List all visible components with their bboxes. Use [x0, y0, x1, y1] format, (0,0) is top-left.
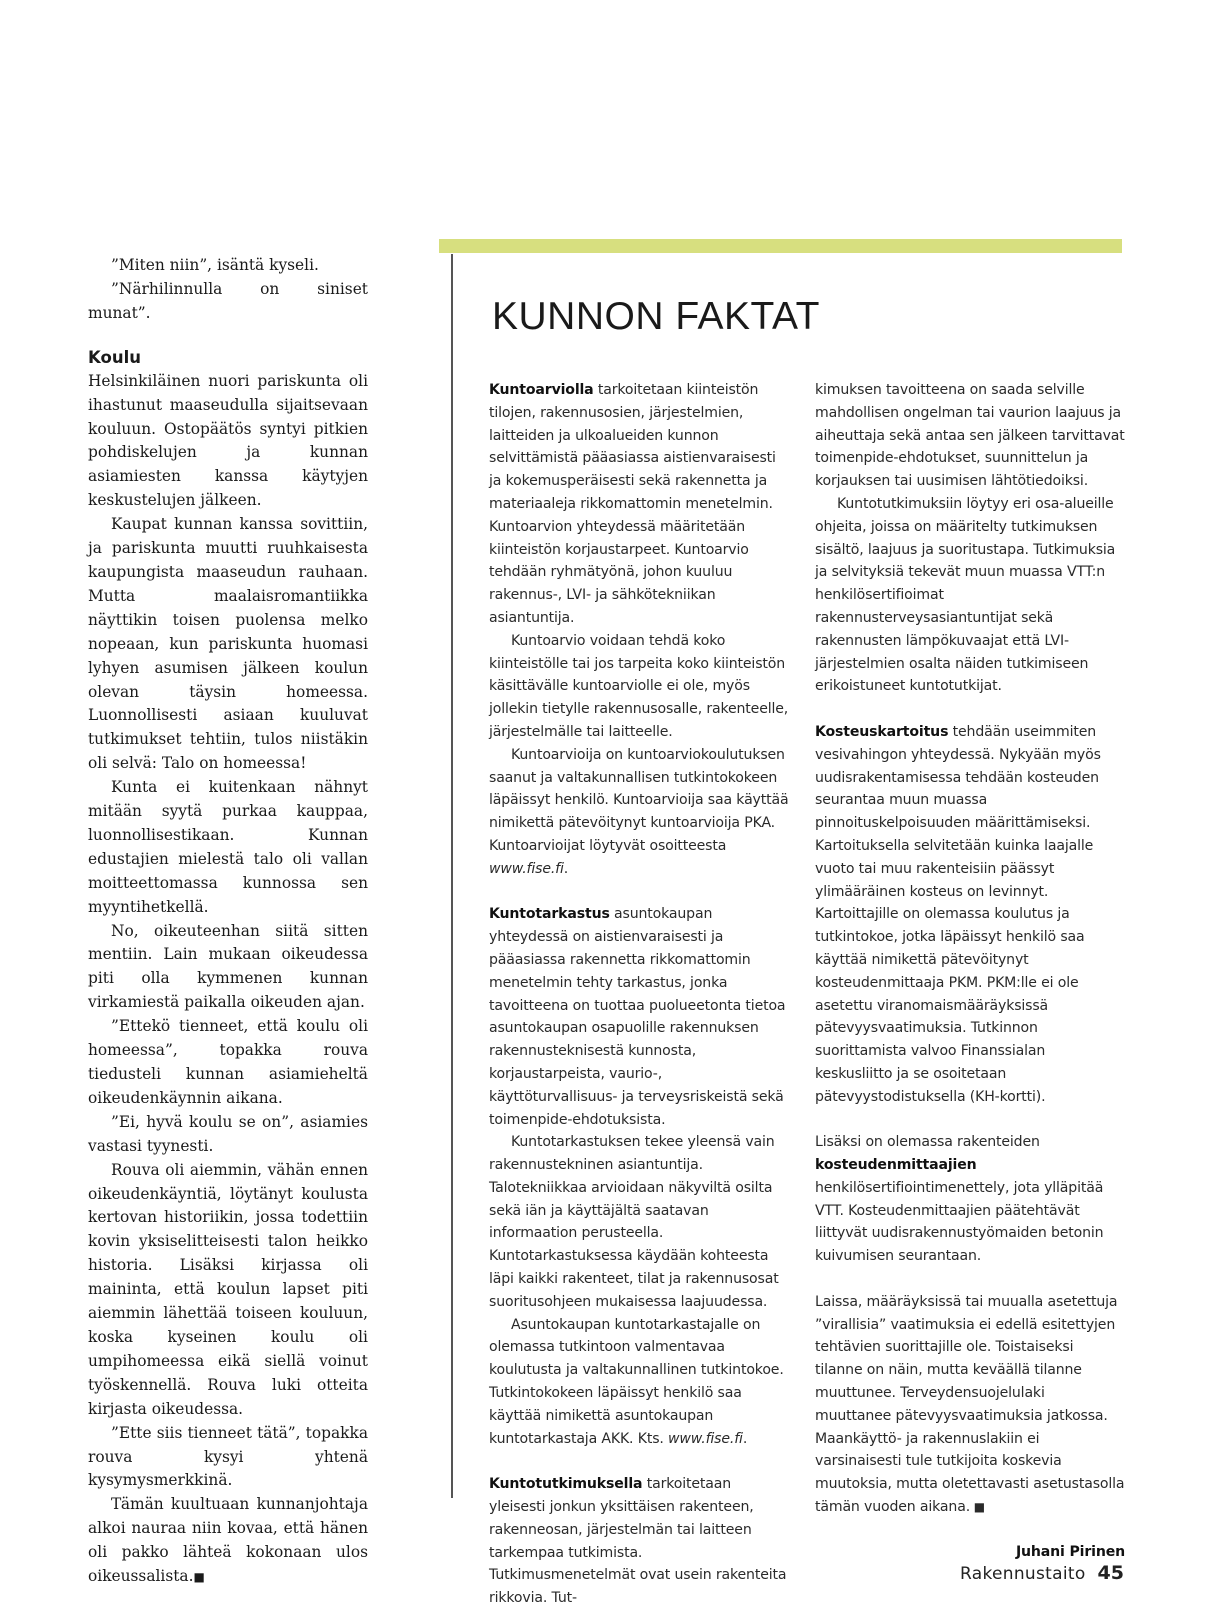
paragraph-text: .	[563, 860, 569, 877]
term-kosteuskartoitus: Kosteuskartoitus	[815, 723, 949, 740]
fise-link: www.fise.fi	[668, 1430, 743, 1447]
paragraph	[489, 1473, 789, 1610]
end-mark: ■	[970, 1500, 985, 1515]
left-article-column	[88, 254, 368, 1590]
paragraph-text: asuntokaupan yhteydessä on aistienvaraisesti ja pääasiassa rakennetta rikkomattomin menetelmin tehty tarkastus, jonka tavoitteena on tuottaa puolueetonta tietoa asuntokaupan osapuolille rakennuksen rakennusteknisestä kunnosta, korjaustarpeista, vaurio-, käyttöturvallisuus- ja terveysriskeistä sekä toimenpide-ehdotuksista.	[489, 906, 786, 1128]
dialogue-line: ”Miten niin”, isäntä kyseli.	[111, 256, 319, 274]
paragraph-text: Asuntokaupan kuntotarkastajalle on olemassa tutkintoon valmentavaa koulutusta ja valtakunnallinen tutkintokoe. Tutkintokokeen läpäissyt henkilö saa käyttää nimikettä asuntokaupan kuntotarkastaja AKK. Kts.	[489, 1316, 784, 1447]
paragraph: Kuntotarkastuksen tekee yleensä vain rakennustekninen asiantuntija. Talotekniikkaa arvioidaan näkyviltä osilta sekä iän ja käyttäjältä saatavan informaation perusteella. Kuntotarkastuksessa käydään kohteesta läpi kaikki rakenteet, tilat ja rakennusosat suoritusohjeen mukaisessa laajuudessa.	[489, 1134, 779, 1310]
page-number: 45	[1097, 1562, 1124, 1584]
end-mark: ■	[193, 1570, 205, 1585]
paragraph-text: henkilösertifiointimenettely, jota ylläpitää VTT. Kosteudenmittaajien päätehtävät liittyvät uudisrakennustyömaiden betonin kuivumisen seurantaan.	[815, 1179, 1104, 1265]
paragraph-text: Tämän kuultuaan kunnanjohtaja alkoi nauraa niin kovaa, että hänen oli pakko lähteä kokonaan ulos oikeussalista.	[88, 1495, 368, 1586]
paragraph	[815, 1291, 1125, 1519]
term-kuntoarviolla: Kuntoarviolla	[489, 382, 594, 398]
paragraph-text: Kuntoarvioija on kuntoarviokoulutuksen saanut ja valtakunnallisen tutkintokokeen läpäissyt henkilö. Kuntoarvioija saa käyttää nimikettä pätevöitynyt kuntoarvioija PKA. Kuntoarvioijat löytyvät osoitteesta	[489, 746, 789, 854]
fise-link: www.fise.fi	[489, 860, 564, 877]
factbox-title: KUNNON FAKTAT	[492, 295, 820, 338]
paragraph-text: Lisäksi on olemassa rakenteiden	[815, 1134, 1040, 1151]
term-kuntotarkastus: Kuntotarkastus	[489, 906, 610, 923]
publication-name: Rakennustaito	[960, 1564, 1086, 1584]
paragraph	[489, 903, 789, 1131]
paragraph: Helsinkiläinen nuori pariskunta oli ihastunut maaseudulla sijaitsevaan kouluun. Ostopäätös syntyi pitkien pohdiskelujen ja kunnan asiamiesten kanssa käytyjen keskustelujen jälkeen.	[88, 371, 368, 510]
paragraph: ”Ettekö tienneet, että koulu oli homeessa”, topakka rouva tiedusteli kunnan asiamieheltä oikeudenkäynnin aikana.	[88, 1017, 368, 1107]
paragraph: Kaupat kunnan kanssa sovittiin, ja pariskunta muutti ruuhkaisesta kaupungista maaseudun rauhaan. Mutta maalaisromantiikka näyttikin toisen puolensa melko nopeaan, kun pariskunta huomasi lyhyen asumisen jälkeen koulun olevan täysin homeessa. Luonnollisesti asiaan kuuluvat tutkimukset tehtiin, tulos niistäkin oli selvä: Talo on homeessa!	[88, 515, 368, 773]
paragraph	[489, 744, 789, 881]
term-kuntotutkimuksella: Kuntotutkimuksella	[489, 1476, 643, 1493]
paragraph	[489, 379, 789, 630]
term-kosteudenmittaajien: kosteudenmittaajien	[815, 1157, 977, 1174]
paragraph	[489, 1314, 789, 1451]
paragraph	[815, 721, 1125, 1109]
paragraph	[88, 1493, 368, 1590]
page-footer	[960, 1562, 1124, 1584]
paragraph-text: tarkoitetaan yleisesti jonkun yksittäisen rakenteen, rakenneosan, järjestelmän tai laitteen tarkempaa tutkimista. Tutkimusmenetelmät ovat usein rakenteita rikkovia. Tut-	[489, 1476, 787, 1607]
author-byline: Juhani Pirinen	[1015, 1543, 1125, 1560]
paragraph: Kuntoarvio voidaan tehdä koko kiinteistölle tai jos tarpeita koko kiinteistön käsittävälle kuntoarviolle ei ole, myös jollekin tietylle rakennusosalle, rakenteelle, järjestelmälle tai laitteelle.	[489, 632, 789, 740]
paragraph-text: tehdään useimmiten vesivahingon yhteydessä. Nykyään myös uudisrakentamisessa tehdään kosteuden seurantaa muun muassa pinnoituskelpoisuuden määrittämiseksi. Kartoituksella selvitetään kuinka laajalle vuoto tai muu rakenteisiin päässyt ylimääräinen kosteus on levinnyt. Kartoittajille on olemassa koulutus ja tutkintokoe, jotka läpäissyt henkilö saa käyttää nimikettä pätevöitynyt kosteudenmittaaja PKM. PKM:lle ei ole asetettu viranomaismääräyksissä pätevyysvaatimuksia. Tutkinnon suorittamista valvoo Finanssialan keskusliitto ja se osoitetaan pätevyystodistuksella (KH-kortti).	[815, 723, 1101, 1105]
factbox-divider-line	[451, 254, 453, 1498]
paragraph: ”Ei, hyvä koulu se on”, asiamies vastasi tyynesti.	[88, 1112, 368, 1155]
dialogue-line: ”Närhilinnulla on siniset munat”.	[88, 279, 368, 322]
paragraph: No, oikeuteenhan siitä sitten mentiin. Lain mukaan oikeudessa piti olla kymmenen kunnan virkamiestä paikalla oikeuden ajan.	[88, 921, 368, 1012]
paragraph-text: Laissa, määräyksissä tai muualla asetettuja ”virallisia” vaatimuksia ei edellä esitettyjen tehtävien suorittajille ole. Toistaiseksi tilanne on näin, mutta keväällä tilanne muuttunee. Terveydensuojelulaki muuttanee pätevyysvaatimuksia jatkossa. Maankäyttö- ja rakennuslakiin ei varsinaisesti tule tutkijoita koskevia muutoksia, mutta oletettavasti asetustasolla tämän vuoden aikana.	[815, 1293, 1125, 1516]
section-heading-koulu: Koulu	[88, 347, 141, 367]
paragraph	[815, 1131, 1125, 1268]
paragraph: ”Ette siis tienneet tätä”, topakka rouva kysyi yhtenä kysymysmerkkinä.	[88, 1423, 368, 1490]
paragraph: Kuntotutkimuksiin löytyy eri osa-alueille ohjeita, joissa on määritelty tutkimuksen sisältö, laajuus ja suoritustapa. Tutkimuksia ja selvityksiä tekevät muun muassa VTT:n henkilösertifioimat rakennusterveysasiantuntijat sekä rakennusten lämpökuvaajat että LVI-järjestelmien osalta näiden tutkimiseen erikoistuneet kuntotutkijat.	[815, 495, 1116, 695]
paragraph: kimuksen tavoitteena on saada selville mahdollisen ongelman tai vaurion laajuus ja aiheuttaja sekä antaa sen jälkeen tarvittavat toimenpide-ehdotukset, suunnittelun ja korjauksen tai uusimisen lähtötiedoiksi.	[815, 382, 1125, 490]
paragraph-text: .	[742, 1430, 748, 1447]
factbox-accent-bar	[439, 239, 1122, 253]
paragraph-text: tarkoitetaan kiinteistön tilojen, rakennusosien, järjestelmien, laitteiden ja ulkoalueiden kunnon selvittämistä pääasiassa aistienvaraisesti ja kokemusperäisesti sekä rakennetta ja materiaaleja rikkomattomin menetelmin. Kuntoarvion yhteydessä määritetään kiinteistön korjaustarpeet. Kuntoarvio tehdään ryhmätyönä, johon kuuluu rakennus-, LVI- ja sähkötekniikan asiantuntija.	[489, 382, 776, 626]
factbox-column-2	[815, 379, 1125, 1564]
paragraph: Kunta ei kuitenkaan nähnyt mitään syytä purkaa kauppaa, luonnollisestikaan. Kunnan edustajien mielestä talo oli vallan moitteettomassa kunnossa sen myyntihetkellä.	[88, 778, 368, 916]
factbox-column-1	[489, 379, 789, 1610]
paragraph: Rouva oli aiemmin, vähän ennen oikeudenkäyntiä, löytänyt koulusta kertovan historiikin, jossa todettiin kovin yksiselitteisesti talon heikko historia. Lisäksi kirjassa oli maininta, että koulun lapset piti aiemmin lähettää toiseen kouluun, koska kyseinen koulu oli umpihomeessa eikä siellä voinut työskennellä. Rouva luki otteita kirjasta oikeudessa.	[88, 1160, 368, 1418]
